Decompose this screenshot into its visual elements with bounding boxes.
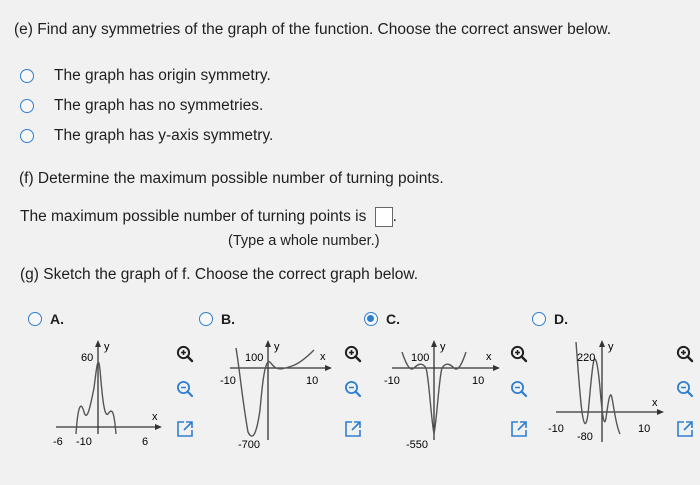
x-min-label: -10 xyxy=(220,375,236,387)
x-label: x xyxy=(652,397,658,409)
zoom-in-icon[interactable] xyxy=(344,345,362,363)
y-arrow xyxy=(431,340,437,347)
x-min-label: -10 xyxy=(548,423,564,435)
expand-icon[interactable] xyxy=(676,420,694,438)
x-label: x xyxy=(486,351,492,363)
y-top-label: 100 xyxy=(411,352,430,364)
graph-option-b[interactable] xyxy=(199,311,235,327)
zoom-out-icon[interactable] xyxy=(676,380,694,398)
option-origin-symmetry[interactable] xyxy=(20,67,271,85)
expand-icon[interactable] xyxy=(510,420,528,438)
y-arrow xyxy=(265,340,271,347)
radio-y-axis-symmetry[interactable] xyxy=(20,129,34,143)
turning-points-input[interactable] xyxy=(375,207,393,227)
graph-option-c[interactable] xyxy=(364,311,400,327)
radio-no-symmetry[interactable] xyxy=(20,99,34,113)
graph-a xyxy=(48,338,166,456)
option-no-symmetry[interactable] xyxy=(20,97,263,115)
y-bottom-label: -550 xyxy=(406,439,429,451)
x-label: x xyxy=(152,411,158,423)
radio-origin-symmetry[interactable] xyxy=(20,69,34,83)
graph-label: D. xyxy=(554,311,568,327)
x-max-label: 10 xyxy=(472,375,485,387)
graph-d xyxy=(544,338,668,456)
question-e: (e) Find any symmetries of the graph of the function. Choose the correct answer below. xyxy=(14,21,612,38)
question-g: (g) Sketch the graph of f. Choose the correct graph below. xyxy=(20,266,419,283)
graph-label: B. xyxy=(221,311,235,327)
zoom-out-icon[interactable] xyxy=(176,380,194,398)
x-arrow xyxy=(493,365,500,371)
option-label: The graph has origin symmetry. xyxy=(54,67,271,84)
zoom-out-icon[interactable] xyxy=(510,380,528,398)
x-max-label: 6 xyxy=(142,436,149,448)
graph-label: C. xyxy=(386,311,400,327)
question-f: (f) Determine the maximum possible number of turning points. xyxy=(19,170,444,187)
y-arrow xyxy=(95,340,101,347)
x-min-label: -10 xyxy=(384,375,400,387)
y-top-label: 60 xyxy=(81,352,94,364)
y-top-label: 100 xyxy=(245,352,264,364)
expand-icon[interactable] xyxy=(176,420,194,438)
answer-suffix: . xyxy=(392,208,397,226)
zoom-in-icon[interactable] xyxy=(176,345,194,363)
y-label: y xyxy=(104,341,110,353)
graph-label: A. xyxy=(50,311,64,327)
zoom-out-icon[interactable] xyxy=(344,380,362,398)
curve xyxy=(76,362,116,434)
graph-b xyxy=(210,338,334,456)
radio-graph-d[interactable] xyxy=(532,312,546,326)
radio-graph-c[interactable] xyxy=(364,312,378,326)
answer-hint: (Type a whole number.) xyxy=(228,233,380,249)
x-min-label: -6 xyxy=(53,436,63,448)
option-label: The graph has no symmetries. xyxy=(54,97,264,114)
option-y-axis-symmetry[interactable] xyxy=(20,127,273,145)
y-label: y xyxy=(274,341,280,353)
y-label: y xyxy=(440,341,446,353)
y-bottom-label: -80 xyxy=(577,431,593,443)
answer-prefix: The maximum possible number of turning points is xyxy=(20,208,367,226)
expand-icon[interactable] xyxy=(344,420,362,438)
graph-option-a[interactable] xyxy=(28,311,64,327)
graph-option-d[interactable] xyxy=(532,311,568,327)
x-arrow xyxy=(657,409,664,415)
radio-graph-b[interactable] xyxy=(199,312,213,326)
x-max-label: 10 xyxy=(638,423,651,435)
turning-points-answer-line xyxy=(20,207,397,227)
x-arrow xyxy=(155,424,162,430)
option-label: The graph has y-axis symmetry. xyxy=(54,127,274,144)
graph-c xyxy=(376,338,502,456)
x-label: x xyxy=(320,351,326,363)
zoom-in-icon[interactable] xyxy=(676,345,694,363)
y-label: y xyxy=(608,341,614,353)
y-bottom-label: -700 xyxy=(238,439,261,451)
y-arrow xyxy=(599,340,605,347)
x-max-label: 10 xyxy=(306,375,319,387)
zoom-in-icon[interactable] xyxy=(510,345,528,363)
x-arrow xyxy=(325,365,332,371)
y-bottom-label: -10 xyxy=(76,436,92,448)
radio-graph-a[interactable] xyxy=(28,312,42,326)
y-top-label: 220 xyxy=(577,352,596,364)
